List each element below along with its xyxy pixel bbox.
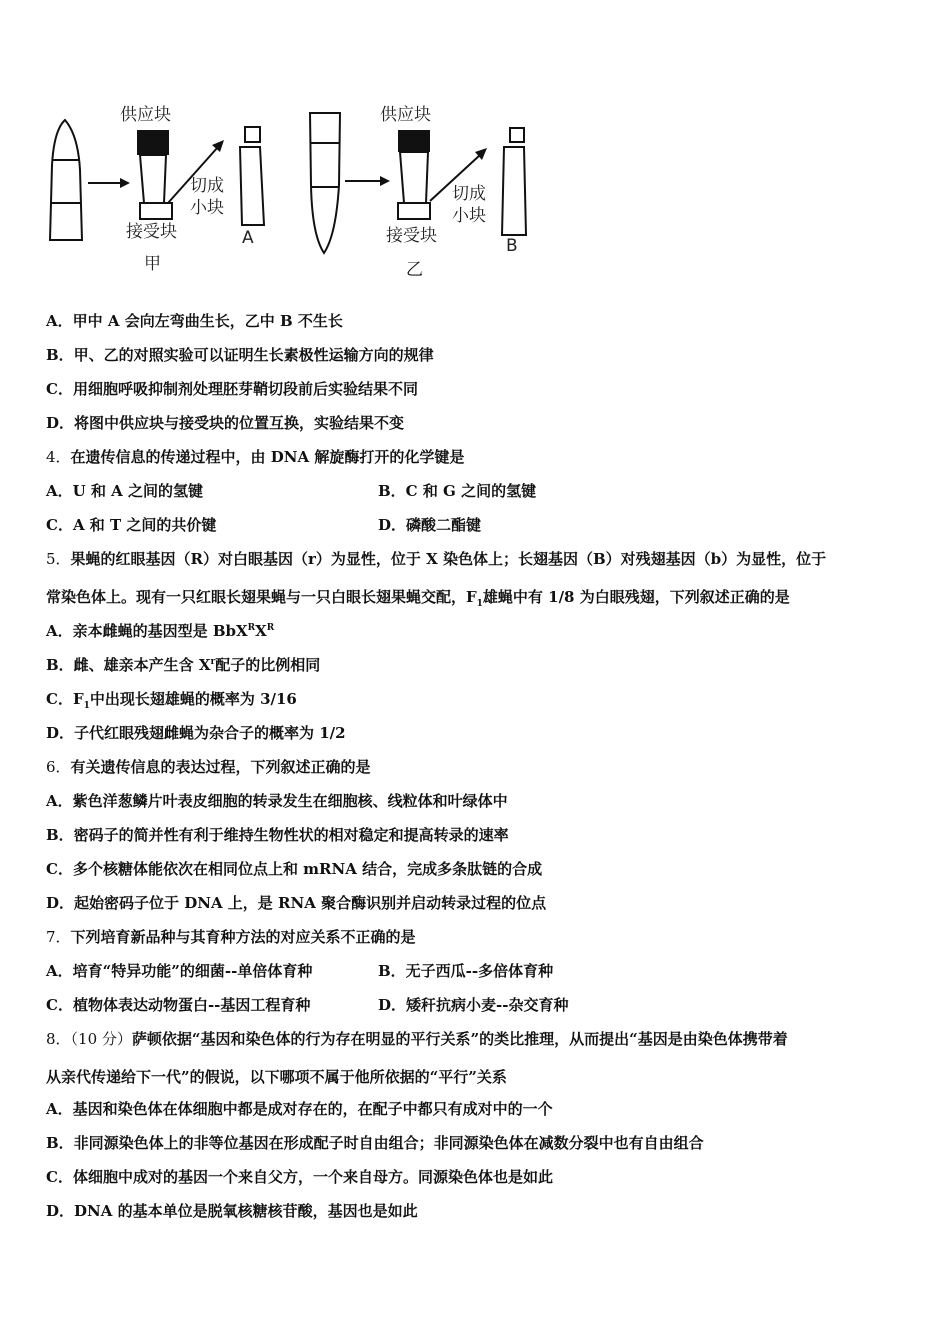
q5-option-c — [46, 689, 297, 709]
small-block-B — [510, 128, 524, 142]
q7-stem-text: 下列培育新品种与其育种方法的对应关系不正确的是 — [70, 928, 416, 946]
q5-stem-2b: 雄蝇中有 1/8 为白眼残翅，下列叙述正确的是 — [482, 588, 790, 606]
q5-stem-1: 果蝇的红眼基因（R）对白眼基因（r）为显性，位于 X 染色体上；长翅基因（B）对残翅基因（b）为显性，位于 — [70, 550, 827, 568]
label-receive-jia: 接受块 — [126, 222, 177, 242]
coleoptile-diagram — [40, 95, 540, 285]
q8-score: （10 分） — [70, 1030, 132, 1048]
q8-option-c: C．体细胞中成对的基因一个来自父方，一个来自母方。同源染色体也是如此 — [46, 1168, 553, 1186]
q4-option-d: D．磷酸二酯键 — [378, 516, 482, 534]
q5-b-pre: B．雌、雄亲本产生含 X — [46, 656, 211, 674]
label-jia: 甲 — [144, 254, 161, 274]
supply-block-yi — [398, 130, 430, 152]
q8-stem-line-1 — [46, 1029, 788, 1049]
q5-option-a — [46, 621, 274, 641]
q7-stem — [46, 927, 416, 947]
q7-option-c: C．植物体表达动物蛋白--基因工程育种 — [46, 996, 311, 1014]
q7-option-b: B．无子西瓜--多倍体育种 — [378, 962, 554, 980]
segment-yi — [400, 152, 428, 203]
coleoptile-jia — [50, 120, 82, 240]
q5-a-mid: X — [255, 622, 267, 640]
q6-option-c: C．多个核糖体能依次在相同位点上和 mRNA 结合，完成多条肽链的合成 — [46, 860, 543, 878]
q8-stem-line-2: 从亲代传递给下一代”的假说，以下哪项不属于他所依据的“平行”关系 — [46, 1068, 507, 1086]
q5-option-b — [46, 655, 320, 675]
arrow-jia-1 — [88, 178, 130, 188]
q3-option-b: B．甲、乙的对照实验可以证明生长素极性运输方向的规律 — [46, 346, 434, 364]
q6-option-d: D．起始密码子位于 DNA 上，是 RNA 聚合酶识别并启动转录过程的位点 — [46, 894, 547, 912]
q5-b-post: 配子的比例相同 — [215, 656, 321, 674]
q7-option-d: D．矮秆抗病小麦--杂交育种 — [378, 996, 569, 1014]
q7-row-1 — [46, 961, 906, 981]
q5-number: 5． — [46, 550, 71, 568]
q5-c-post: 中出现长翅雄蝇的概率为 3/16 — [89, 690, 297, 708]
q8-stem-1: 萨顿依据“基因和染色体的行为存在明显的平行关系”的类比推理，从而提出“基因是由染色体携带着 — [131, 1030, 788, 1048]
q4-number: 4． — [46, 448, 71, 466]
q5-c-pre: C．F — [46, 690, 84, 708]
arrow-yi-1 — [345, 176, 390, 186]
label-cut-yi-2: 小块 — [452, 206, 486, 226]
q4-row-1 — [46, 481, 906, 501]
q5-stem-line-1 — [46, 549, 826, 569]
q5-stem-2a: 常染色体上。现有一只红眼长翅果蝇与一只白眼长翅果蝇交配，F — [46, 588, 477, 606]
q6-stem — [46, 757, 371, 777]
label-supply-jia: 供应块 — [120, 105, 171, 125]
label-supply-yi: 供应块 — [380, 105, 431, 125]
q6-option-b: B．密码子的简并性有利于维持生物性状的相对稳定和提高转录的速率 — [46, 826, 509, 844]
label-B: B — [506, 236, 518, 256]
label-cut-jia: 切成 — [190, 176, 224, 196]
small-block-A — [245, 127, 260, 142]
coleoptile-yi — [310, 113, 340, 253]
q5-a-sup1: R — [247, 623, 256, 633]
q3-option-c: C．用细胞呼吸抑制剂处理胚芽鞘切段前后实验结果不同 — [46, 380, 418, 398]
label-cut-yi: 切成 — [452, 184, 486, 204]
q6-number: 6． — [46, 758, 71, 776]
q6-option-a: A．紫色洋葱鳞片叶表皮细胞的转录发生在细胞核、线粒体和叶绿体中 — [46, 792, 508, 810]
label-receive-yi: 接受块 — [386, 226, 437, 246]
q7-number: 7． — [46, 928, 71, 946]
q3-option-a: A．甲中 A 会向左弯曲生长，乙中 B 不生长 — [46, 312, 343, 330]
receive-block-yi — [398, 203, 430, 219]
q4-option-c: C．A 和 T 之间的共价键 — [46, 516, 217, 534]
q8-number: 8． — [46, 1030, 71, 1048]
q4-stem — [46, 447, 464, 467]
q7-row-2 — [46, 995, 906, 1015]
q6-stem-text: 有关遗传信息的表达过程，下列叙述正确的是 — [70, 758, 371, 776]
label-yi: 乙 — [406, 260, 423, 280]
q5-b-sup: r — [210, 657, 216, 667]
q5-option-d: D．子代红眼残翅雌蝇为杂合子的概率为 1/2 — [46, 724, 346, 742]
q5-stem-line-2 — [46, 587, 790, 607]
experiment-figure — [40, 95, 540, 285]
segment-B — [502, 147, 526, 235]
q5-a-pre: A．亲本雌蝇的基因型是 BbX — [46, 622, 248, 640]
q4-row-2 — [46, 515, 906, 535]
q5-stem-2-sub: 1 — [476, 599, 483, 609]
label-cut-jia-2: 小块 — [190, 198, 224, 218]
label-A: A — [242, 228, 254, 248]
q8-option-a: A．基因和染色体在体细胞中都是成对存在的，在配子中都只有成对中的一个 — [46, 1100, 553, 1118]
q7-option-a: A．培育“特异功能”的细菌--单倍体育种 — [46, 962, 313, 980]
q8-option-b: B．非同源染色体上的非等位基因在形成配子时自由组合；非同源染色体在减数分裂中也有自由组合 — [46, 1134, 704, 1152]
q8-option-d: D．DNA 的基本单位是脱氧核糖核苷酸，基因也是如此 — [46, 1202, 418, 1220]
segment-jia — [140, 155, 166, 203]
q4-stem-text: 在遗传信息的传递过程中，由 DNA 解旋酶打开的化学键是 — [70, 448, 465, 466]
receive-block-jia — [140, 203, 172, 219]
segment-A — [240, 147, 264, 225]
q5-a-sup2: R — [266, 623, 275, 633]
q5-c-sub: 1 — [83, 701, 90, 711]
supply-block-jia — [137, 130, 169, 155]
q4-option-a: A．U 和 A 之间的氢键 — [46, 482, 204, 500]
q4-option-b: B．C 和 G 之间的氢键 — [378, 482, 537, 500]
q3-option-d: D．将图中供应块与接受块的位置互换，实验结果不变 — [46, 414, 405, 432]
